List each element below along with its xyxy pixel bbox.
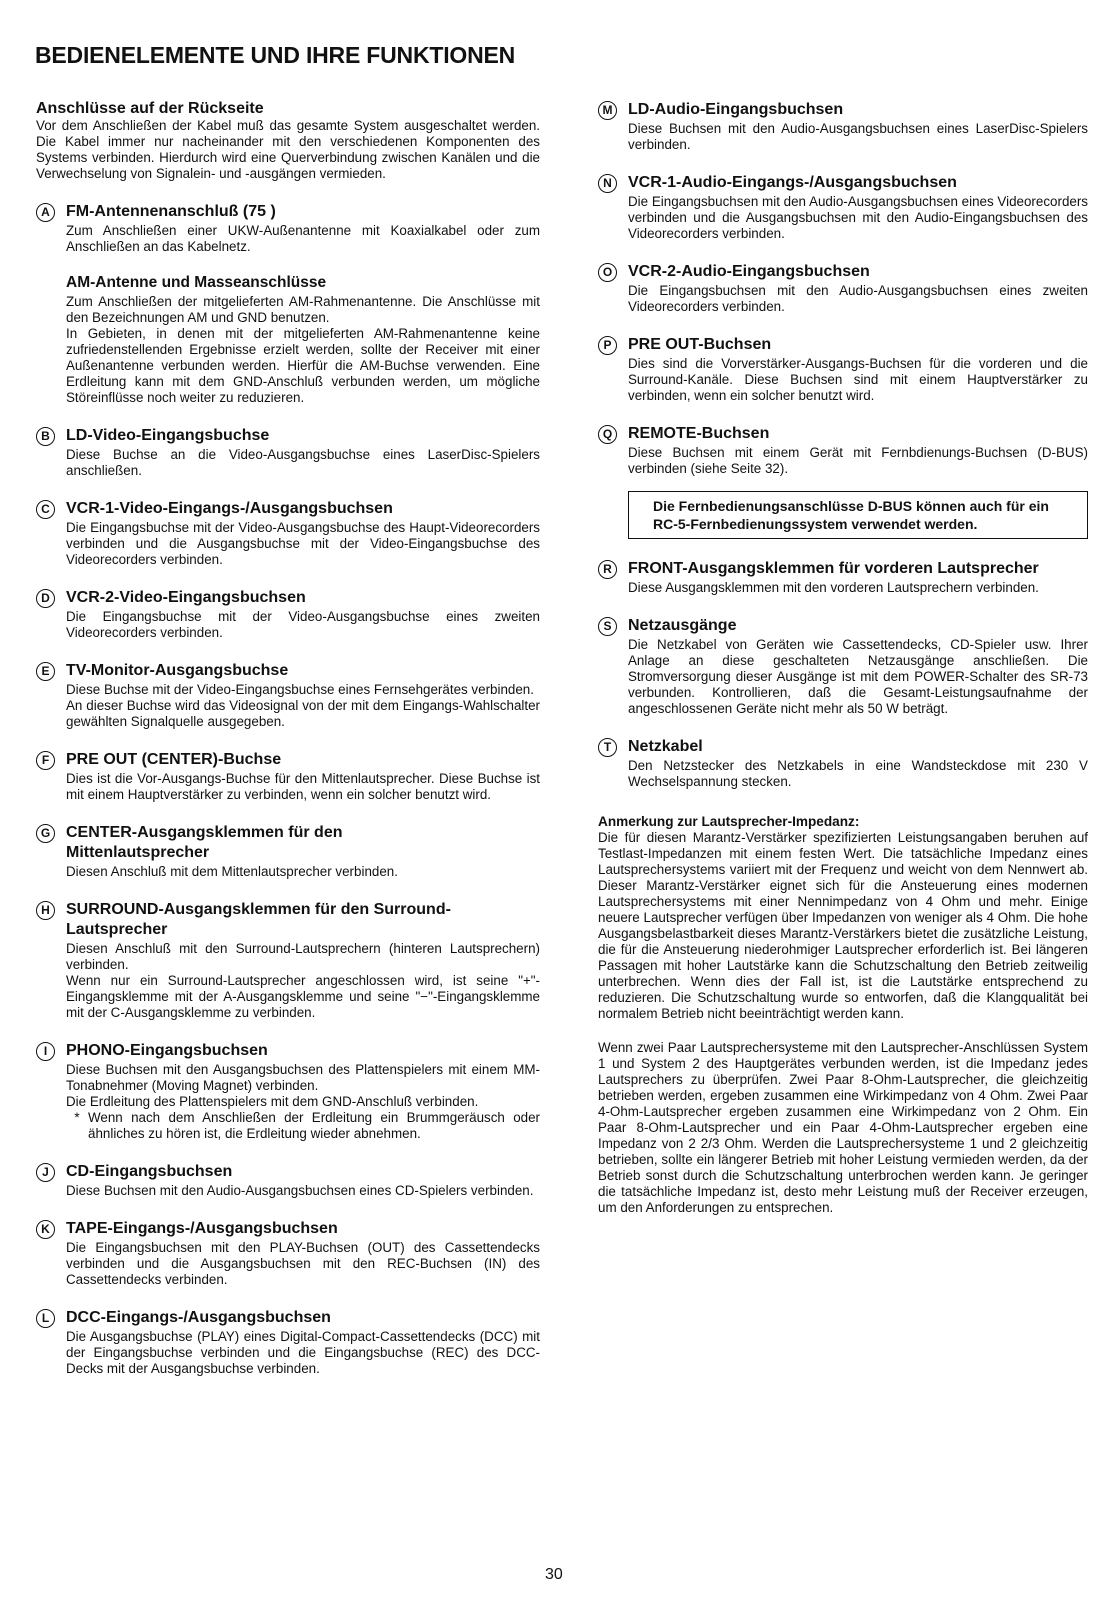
- entry-c: [36, 499, 540, 568]
- impedance-text-2: Wenn zwei Paar Lautsprechersysteme mit den Lautsprecher-Anschlüssen System 1 und System 2 des Hauptgerätes verbunden werden, ist die Impedanz jedes Lautsprechers zu überprüfen. Zwei Paar 8-Ohm-Lautsprecher, die gleichzeitig betrieben werden, ergeben zusammen eine Wirkimpedanz von 4 Ohm. Zwei Paar 4-Ohm-Lautsprecher ergeben zusammen eine Wirkimpedanz von 2 Ohm. Ein Paar 8-Ohm-Lautsprecher und ein Paar 4-Ohm-Lautsprecher ergeben eine Impedanz von 2 2/3 Ohm. Werden die Lautsprechersysteme 1 und 2 gleichzeitig betrieben, sollte ein längerer Betrieb mit hoher Leistung vermieden werden, da der Betrieb sonst durch die Schutzschaltung unterbrochen werden kann. Je geringer die tatsächliche Impedanz ist, desto mehr Leistung muß der Receiver erzeugen, um den Anforderungen zu entsprechen.: [598, 1040, 1088, 1215]
- impedance-text-1: Die für diesen Marantz-Verstärker spezifizierten Leistungsangaben beruhen auf Testlast-Impedanzen mit einem festen Wert. Die tatsächliche Impedanz eines Lautsprechersystems variiert mit der Frequenz und weicht von dem Nennwert ab. Dieser Marantz-Verstärker eignet sich für die Ansteuerung eines modernen Lautsprechersystems mit einer Nennimpedanz von 4 Ohm und mehr. Einige neuere Lautsprecher verfügen über Impedanzen von weniger als 4 Ohm. Die hohe Ausgangsbelastbarkeit dieses Marantz-Verstärkers bietet die zusätzliche Leistung, die für die Ansteuerung niederohmiger Lautsprecher erforderlich ist. Bei längeren Passagen mit hoher Lautstärke kann die Schutzschaltung den Betrieb zeitweilig unterbrechen. Wenn dies der Fall ist, ist die Lautstärke entsprechend zu reduzieren. Die Schutzschaltung wurde so entworfen, daß die Klangqualität bei normalem Betrieb nicht beeinträchtigt werden kann.: [598, 830, 1088, 1021]
- entry-o-text: Die Eingangsbuchsen mit den Audio-Ausgangsbuchsen eines zweiten Videorecorders verbinden.: [628, 283, 1088, 314]
- entry-k-title: TAPE-Eingangs-/Ausgangsbuchsen: [66, 1220, 338, 1237]
- entry-g: [36, 823, 540, 880]
- am-antenna-title: AM-Antenne und Masseanschlüsse: [66, 274, 327, 291]
- entry-m-text: Diese Buchsen mit den Audio-Ausgangsbuchsen eines LaserDisc-Spielers verbinden.: [628, 121, 1088, 152]
- letter-badge-e: E: [36, 662, 55, 681]
- entry-o-title: VCR-2-Audio-Eingangsbuchsen: [628, 263, 870, 280]
- entry-s: [598, 616, 1088, 717]
- letter-badge-j: J: [36, 1163, 55, 1182]
- letter-badge-m: M: [598, 101, 617, 120]
- entry-l-title: DCC-Eingangs-/Ausgangsbuchsen: [66, 1309, 331, 1326]
- entry-d: [36, 588, 540, 641]
- entry-f: [36, 750, 540, 803]
- entry-p-title: PRE OUT-Buchsen: [628, 336, 772, 353]
- entry-d-text: Die Eingangsbuchse mit der Video-Ausgangsbuchse eines zweiten Videorecorders verbinden.: [66, 609, 540, 640]
- entry-n: [598, 173, 1088, 242]
- entry-i-note-text: Wenn nach dem Anschließen der Erdleitung ein Brummgeräusch oder ähnliches zu hören ist, die Erdleitung wieder abnehmen.: [88, 1110, 540, 1141]
- entry-a-text: Zum Anschließen einer UKW-Außenantenne mit Koaxialkabel oder zum Anschließen an das Kabelnetz.: [66, 223, 540, 254]
- right-column: [598, 100, 1088, 1216]
- letter-badge-r: R: [598, 560, 617, 579]
- entry-h: [36, 900, 540, 1021]
- entry-h-text-1: Diesen Anschluß mit den Surround-Lautsprechern (hinteren Lautsprechern) verbinden.: [66, 941, 540, 972]
- letter-badge-b: B: [36, 427, 55, 446]
- entry-p: [598, 335, 1088, 404]
- entry-e-text-1: Diese Buchse mit der Video-Eingangsbuchse eines Fernsehgerätes verbinden.: [66, 682, 534, 697]
- letter-badge-q: Q: [598, 425, 617, 444]
- entry-i-title: PHONO-Eingangsbuchsen: [66, 1042, 268, 1059]
- letter-badge-a: A: [36, 203, 55, 222]
- entry-r-text: Diese Ausgangsklemmen mit den vorderen Lautsprechern verbinden.: [628, 580, 1039, 595]
- entry-q-title: REMOTE-Buchsen: [628, 425, 770, 442]
- impedance-title: Anmerkung zur Lautsprecher-Impedanz:: [598, 814, 860, 829]
- letter-badge-s: S: [598, 617, 617, 636]
- entry-g-text: Diesen Anschluß mit dem Mittenlautsprecher verbinden.: [66, 864, 398, 879]
- entry-m: [598, 100, 1088, 153]
- entry-c-title: VCR-1-Video-Eingangs-/Ausgangsbuchsen: [66, 500, 393, 517]
- entry-r: [598, 559, 1088, 596]
- entry-a-title: FM-Antennenanschluß (75 ): [66, 203, 276, 220]
- entry-h-text-2: Wenn nur ein Surround-Lautsprecher angeschlossen wird, ist seine "+"-Eingangsklemme mit der A-Ausgangsklemme und seine "−"-Eingangsklemme mit der C-Ausgangsklemme zu verbinden.: [66, 973, 540, 1020]
- letter-badge-h: H: [36, 901, 55, 920]
- letter-badge-n: N: [598, 174, 617, 193]
- entry-p-text: Dies sind die Vorverstärker-Ausgangs-Buchsen für die vorderen und die Surround-Kanäle. Diese Buchsen sind mit einem Hauptverstärker zu verbinden, wenn ein solcher benutzt wird.: [628, 356, 1088, 403]
- entry-c-text: Die Eingangsbuchse mit der Video-Ausgangsbuchse des Haupt-Videorecorders verbinden und die Ausgangsbuchse mit der Video-Eingangsbuchse des Videorecorders verbinden.: [66, 520, 540, 567]
- entry-q-text: Diese Buchsen mit einem Gerät mit Fernbdienungs-Buchsen (D-BUS) verbinden (siehe Seite 32).: [628, 445, 1088, 476]
- entry-q: [598, 424, 1088, 539]
- entry-j-title: CD-Eingangsbuchsen: [66, 1163, 233, 1180]
- am-antenna-text-1: Zum Anschließen der mitgelieferten AM-Rahmenantenne. Die Anschlüsse mit den Bezeichnungen AM und GND benutzen.: [66, 294, 540, 325]
- entry-t: [598, 737, 1088, 790]
- entry-l: [36, 1308, 540, 1377]
- left-column: [36, 100, 540, 1377]
- entry-o: [598, 262, 1088, 315]
- entry-t-text: Den Netzstecker des Netzkabels in eine Wandsteckdose mit 230 V Wechselspannung stecken.: [628, 758, 1088, 789]
- entry-n-title: VCR-1-Audio-Eingangs-/Ausgangsbuchsen: [628, 174, 957, 191]
- letter-badge-g: G: [36, 824, 55, 843]
- remote-note-box: Die Fernbedienungsanschlüsse D-BUS können auch für ein RC-5-Fernbedienungssystem verwendet werden.: [628, 491, 1088, 539]
- letter-badge-o: O: [598, 263, 617, 282]
- entry-j: [36, 1162, 540, 1199]
- entry-b-text: Diese Buchse an die Video-Ausgangsbuchse eines LaserDisc-Spielers anschließen.: [66, 447, 540, 478]
- entry-f-text: Dies ist die Vor-Ausgangs-Buchse für den Mittenlautsprecher. Diese Buchse ist mit einem Hauptverstärker zu verbinden, wenn ein solcher benutzt wird.: [66, 771, 540, 802]
- entry-k: [36, 1219, 540, 1288]
- letter-badge-d: D: [36, 589, 55, 608]
- entry-k-text: Die Eingangsbuchsen mit den PLAY-Buchsen (OUT) des Cassettendecks verbinden und die Ausgangsbuchsen mit den REC-Buchsen (IN) des Cassettendecks verbinden.: [66, 1240, 540, 1287]
- letter-badge-t: T: [598, 738, 617, 757]
- entry-t-title: Netzkabel: [628, 738, 703, 755]
- entry-i-text-2: Die Erdleitung des Plattenspielers mit dem GND-Anschluß verbinden.: [66, 1094, 479, 1109]
- entry-n-text: Die Eingangsbuchsen mit den Audio-Ausgangsbuchsen eines Videorecorders verbinden und die Ausgangsbuchsen mit den Audio-Eingangsbuchsen des Videorecorders verbinden.: [628, 194, 1088, 241]
- entry-j-text: Diese Buchsen mit den Audio-Ausgangsbuchsen eines CD-Spielers verbinden.: [66, 1183, 534, 1198]
- entry-i-note: [66, 1110, 540, 1142]
- entry-l-text: Die Ausgangsbuchse (PLAY) eines Digital-Compact-Cassettendecks (DCC) mit der Eingangsbuchse verbinden und die Eingangsbuchse (REC) des DCC-Decks mit der Ausgangsbuchse verbinden.: [66, 1329, 540, 1376]
- entry-a: [36, 202, 540, 406]
- entry-e-text-2: An dieser Buchse wird das Videosignal von der mit dem Eingangs-Wahlschalter gewählten Signalquelle ausgegeben.: [66, 698, 540, 729]
- page-number: 30: [545, 1566, 563, 1583]
- letter-badge-c: C: [36, 500, 55, 519]
- entry-f-title: PRE OUT (CENTER)-Buchse: [66, 751, 282, 768]
- entry-i: [36, 1041, 540, 1142]
- entry-m-title: LD-Audio-Eingangsbuchsen: [628, 101, 844, 118]
- entry-d-title: VCR-2-Video-Eingangsbuchsen: [66, 589, 306, 606]
- entry-s-text: Die Netzkabel von Geräten wie Cassettendecks, CD-Spieler usw. Ihrer Anlage an diese geschalteten Netzausgänge anschließen. Die Stromversorgung dieser Ausgänge ist mit dem POWER-Schalter des SR-73 verbunden. Kontrollieren, daß die Gesamt-Leistungsaufnahme der angeschlossenen Geräte nicht mehr als 50 W beträgt.: [628, 637, 1088, 716]
- entry-e-title: TV-Monitor-Ausgangsbuchse: [66, 662, 289, 679]
- entry-b-title: LD-Video-Eingangsbuchse: [66, 427, 270, 444]
- letter-badge-p: P: [598, 336, 617, 355]
- letter-badge-i: I: [36, 1042, 55, 1061]
- letter-badge-k: K: [36, 1220, 55, 1239]
- am-antenna-text-2: In Gebieten, in denen mit der mitgelieferten AM-Rahmenantenne keine zufriedenstellenden Ergebnisse erzielt werden, sollte der Receiver mit einer Außenantenne verbunden werden. Hierfür die AM-Buchse verwenden. Eine Erdleitung kann mit dem GND-Anschluß verbunden werden, um mögliche Störeinflüsse noch weiter zu reduzieren.: [66, 326, 540, 405]
- letter-badge-f: F: [36, 751, 55, 770]
- entry-e: [36, 661, 540, 730]
- entry-h-title: SURROUND-Ausgangsklemmen für den Surround-Lautsprecher: [66, 901, 451, 938]
- entry-i-text-1: Diese Buchsen mit den Ausgangsbuchsen des Plattenspielers mit einem MM-Tonabnehmer (Moving Magnet) verbinden.: [66, 1062, 540, 1093]
- section-intro: Vor dem Anschließen der Kabel muß das gesamte System ausgeschaltet werden. Die Kabel immer nur nacheinander mit den verschiedenen Komponenten des Systems verbinden. Hierdurch wird eine Querverbindung zwischen Kanälen und die Verwechselung von Signalein- und -ausgängen vermieden.: [36, 118, 540, 181]
- entry-b: [36, 426, 540, 479]
- entry-r-title: FRONT-Ausgangsklemmen für vorderen Lautsprecher: [628, 560, 1039, 577]
- entry-s-title: Netzausgänge: [628, 617, 737, 634]
- page-title: BEDIENELEMENTE UND IHRE FUNKTIONEN: [35, 42, 516, 68]
- letter-badge-l: L: [36, 1309, 55, 1328]
- section-title: Anschlüsse auf der Rückseite: [36, 100, 264, 117]
- entry-g-title: CENTER-Ausgangsklemmen für den Mittenlautsprecher: [66, 824, 343, 861]
- note-marker: *: [74, 1110, 80, 1125]
